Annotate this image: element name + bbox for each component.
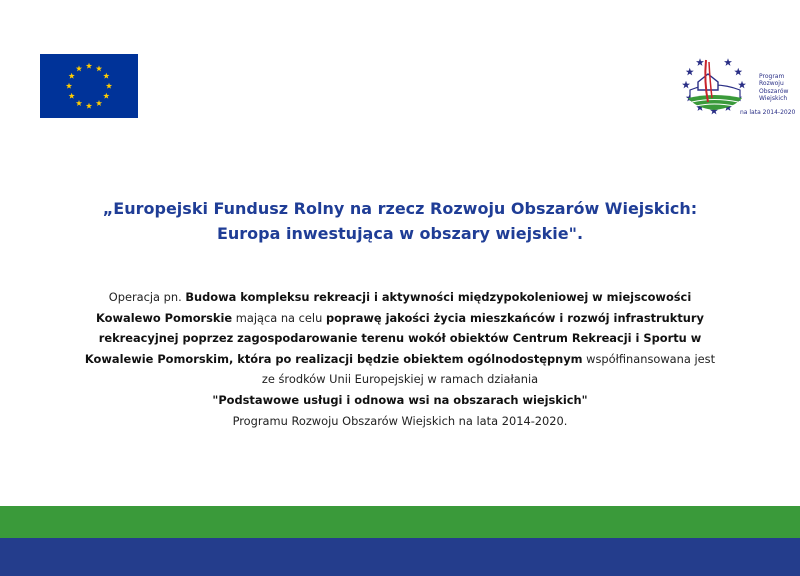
eu-flag-icon <box>40 54 138 118</box>
prow-star-icon <box>682 81 690 89</box>
prow-line: Program <box>759 73 785 80</box>
operation-description <box>80 287 720 431</box>
fund-title <box>60 196 740 246</box>
prow-line: Obszarów <box>759 87 789 95</box>
operation-name: Budowa kompleksu rekreacji i aktywności międzypokoleniowej w miejscowości Kowalewo Pomorskie <box>96 290 692 325</box>
prow-star-icon <box>734 68 742 76</box>
prow-star-icon <box>724 58 732 66</box>
prow-star-icon <box>686 68 694 76</box>
operation-goal: poprawę jakości życia mieszkańców i rozwój infrastruktury rekreacyjnej poprzez zagospodarowanie terenu wokół obiektów Centrum Rekreacji i Sportu w Kowalewie Pomorskim, która po realizacji będzie obiektem ogólnodostępnym <box>84 310 704 366</box>
title-line-1: „Europejski Fundusz Rolny na rzecz Rozwoju Obszarów Wiejskich: <box>102 199 698 218</box>
programme-name: Programu Rozwoju Obszarów Wiejskich na lata 2014-2020. <box>232 413 568 428</box>
prow-logo-text <box>759 73 788 103</box>
prow-line: Rozwoju <box>759 80 784 88</box>
footer-band-green <box>0 506 800 538</box>
footer-band-blue <box>0 538 800 576</box>
prow-years: na lata 2014-2020 <box>740 109 796 116</box>
title-line-2: Europa inwestująca w obszary wiejskie". <box>216 224 584 243</box>
prow-star-icon <box>696 58 704 66</box>
body-text: Operacja pn. <box>108 290 186 304</box>
prow-line: Wiejskich <box>759 95 788 103</box>
body-text: mająca na celu <box>232 310 326 325</box>
body-text: współfinansowana jest ze środków Unii Europejskiej w ramach działania <box>261 351 716 387</box>
measure-name: "Podstawowe usługi i odnowa wsi na obszarach wiejskich" <box>212 392 588 407</box>
prow-star-icon <box>738 81 746 89</box>
